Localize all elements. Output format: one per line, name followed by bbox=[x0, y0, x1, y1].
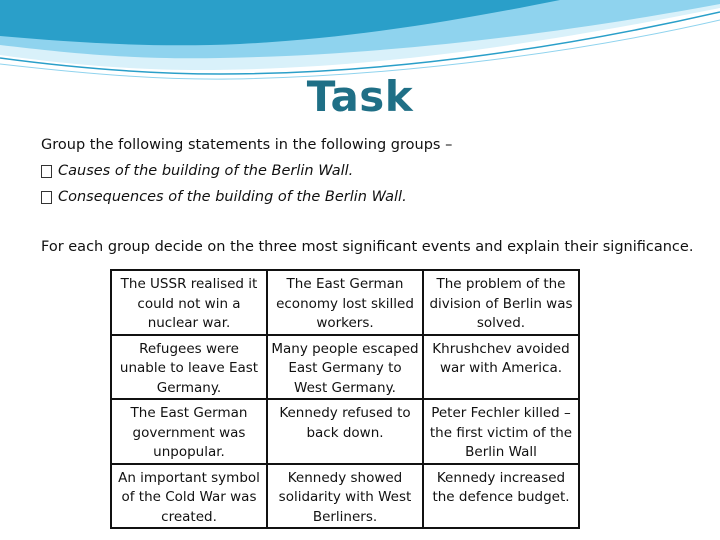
task-sentence: For each group decide on the three most significant events and explain their significance. bbox=[41, 239, 694, 255]
instruction-text: Group the following statements in the following groups – bbox=[41, 137, 453, 153]
table-row bbox=[111, 270, 579, 335]
instructions-block bbox=[41, 132, 711, 260]
group-item-causes bbox=[41, 158, 711, 184]
table-row bbox=[111, 464, 579, 529]
checkbox-bullet-icon bbox=[41, 191, 52, 204]
table-row bbox=[111, 399, 579, 464]
group-label-consequences: Consequences of the building of the Berlin Wall. bbox=[58, 189, 407, 205]
statement-card: Khrushchev avoided war with America. bbox=[423, 335, 579, 400]
statement-card: The USSR realised it could not win a nuclear war. bbox=[111, 270, 267, 335]
group-item-consequences bbox=[41, 184, 711, 210]
statement-card: Kennedy showed solidarity with West Berliners. bbox=[267, 464, 423, 529]
group-label-causes: Causes of the building of the Berlin Wall. bbox=[58, 163, 354, 179]
statement-card: The East German government was unpopular. bbox=[111, 399, 267, 464]
statement-card: Many people escaped East Germany to West Germany. bbox=[267, 335, 423, 400]
statement-card: Refugees were unable to leave East Germany. bbox=[111, 335, 267, 400]
slide-title: Task bbox=[306, 72, 414, 121]
statements-table bbox=[110, 269, 580, 529]
checkbox-bullet-icon bbox=[41, 165, 52, 178]
statement-card: Peter Fechler killed – the first victim of the Berlin Wall bbox=[423, 399, 579, 464]
statement-card: Kennedy increased the defence budget. bbox=[423, 464, 579, 529]
statement-card: Kennedy refused to back down. bbox=[267, 399, 423, 464]
statement-card: The East German economy lost skilled workers. bbox=[267, 270, 423, 335]
statement-card: The problem of the division of Berlin was solved. bbox=[423, 270, 579, 335]
statement-card: An important symbol of the Cold War was created. bbox=[111, 464, 267, 529]
table-row bbox=[111, 335, 579, 400]
